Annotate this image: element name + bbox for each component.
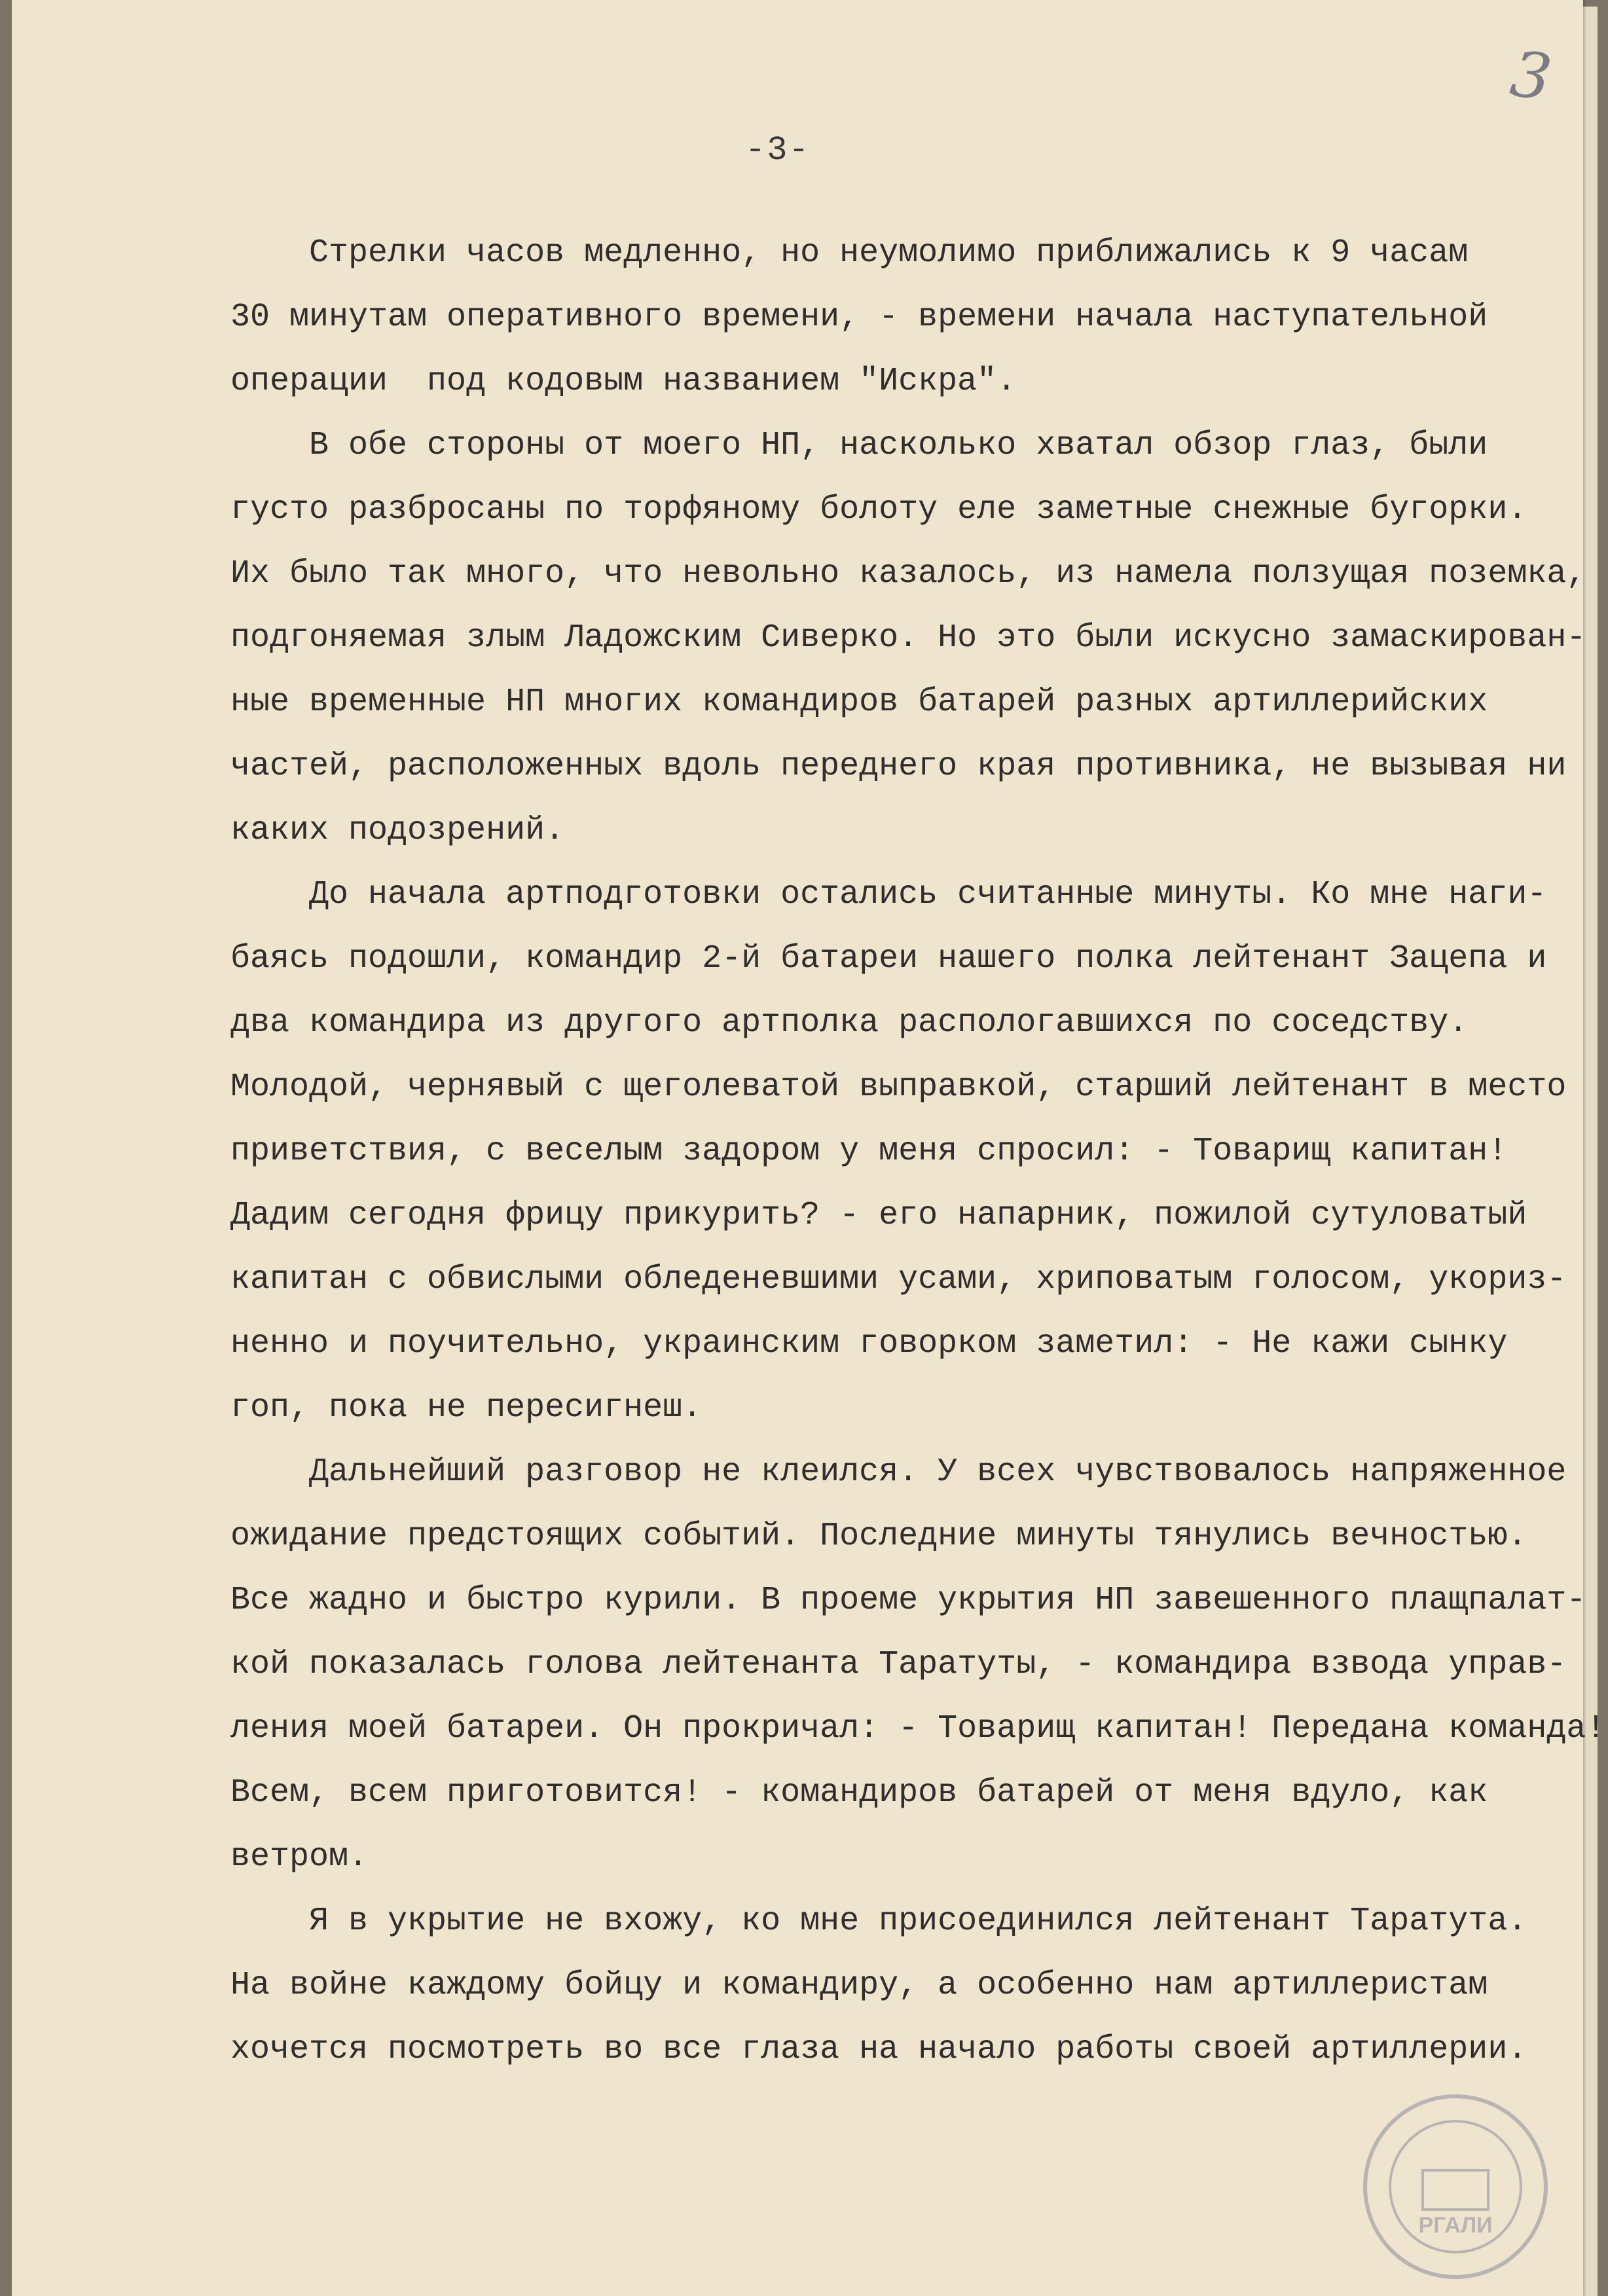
stamp-label: РГАЛИ xyxy=(1418,2213,1493,2238)
text-line: Их было так много, что невольно казалось, из намела ползущая поземка, xyxy=(230,555,1586,592)
text-line: Я в укрытие не вхожу, ко мне присоединился лейтенант Таратута. xyxy=(230,1903,1527,1940)
text-line: 30 минутам оперативного времени, - времени начала наступательной xyxy=(230,299,1488,336)
text-line: До начала артподготовки остались считанные минуты. Ко мне наги- xyxy=(230,876,1547,913)
text-line: приветствия, с веселым задором у меня спросил: - Товарищ капитан! xyxy=(230,1133,1508,1170)
stamp-outer-ring xyxy=(1365,2096,1546,2277)
text-line: каких подозрений. xyxy=(230,812,565,849)
typed-page-number: -3- xyxy=(745,131,811,170)
stamp-book-icon xyxy=(1423,2170,1488,2210)
text-line: Стрелки часов медленно, но неумолимо приближались к 9 часам xyxy=(230,234,1469,272)
text-line: Все жадно и быстро курили. В проеме укрытия НП завешенного плащпалат- xyxy=(230,1582,1586,1619)
text-line: капитан с обвислыми обледеневшими усами, хриповатым голосом, укориз- xyxy=(230,1261,1567,1298)
text-line: баясь подошли, командир 2-й батареи нашего полка лейтенант Зацепа и xyxy=(230,940,1547,977)
text-line: подгоняемая злым Ладожским Сиверко. Но это были искусно замаскирован- xyxy=(230,619,1586,657)
text-line: Молодой, чернявый с щеголеватой выправкой, старший лейтенант в место xyxy=(230,1068,1567,1106)
typed-sheet xyxy=(12,0,1606,2296)
text-line: густо разбросаны по торфяному болоту еле заметные снежные бугорки. xyxy=(230,491,1527,528)
handwritten-page-number: 3 xyxy=(1506,37,1556,115)
text-line: кой показалась голова лейтенанта Таратуты, - командира взвода управ- xyxy=(230,1646,1567,1683)
text-line: ветром. xyxy=(230,1838,369,1876)
text-line: ожидание предстоящих событий. Последние минуты тянулись вечностью. xyxy=(230,1518,1527,1555)
text-line: ные временные НП многих командиров батарей разных артиллерийских xyxy=(230,683,1488,721)
text-line: Всем, всем приготовится! - командиров батарей от меня вдуло, как xyxy=(230,1774,1488,1812)
text-line: частей, расположенных вдоль переднего края противника, не вызывая ни xyxy=(230,748,1567,785)
text-line: Дадим сегодня фрицу прикурить? - его напарник, пожилой сутуловатый xyxy=(230,1197,1527,1234)
text-line: ненно и поучительно, украинским говорком заметил: - Не кажи сынку xyxy=(230,1325,1508,1362)
text-line: ления моей батареи. Он прокричал: - Товарищ капитан! Передана команда! xyxy=(230,1710,1606,1747)
archive-stamp xyxy=(1361,2092,1550,2282)
text-line: операции под кодовым названием "Искра". xyxy=(230,363,1017,400)
text-line: гоп, пока не пересигнеш. xyxy=(230,1389,703,1427)
text-line: два командира из другого артполка распологавшихся по соседству. xyxy=(230,1004,1469,1042)
text-line: хочется посмотреть во все глаза на начало работы своей артиллерии. xyxy=(230,2031,1527,2068)
text-line: На войне каждому бойцу и командиру, а особенно нам артиллеристам xyxy=(230,1967,1488,2004)
typed-body-text xyxy=(230,221,1606,2082)
text-line: Дальнейший разговор не клеился. У всех чувствовалось напряженное xyxy=(230,1453,1567,1491)
text-line: В обе стороны от моего НП, насколько хватал обзор глаз, были xyxy=(230,427,1488,464)
